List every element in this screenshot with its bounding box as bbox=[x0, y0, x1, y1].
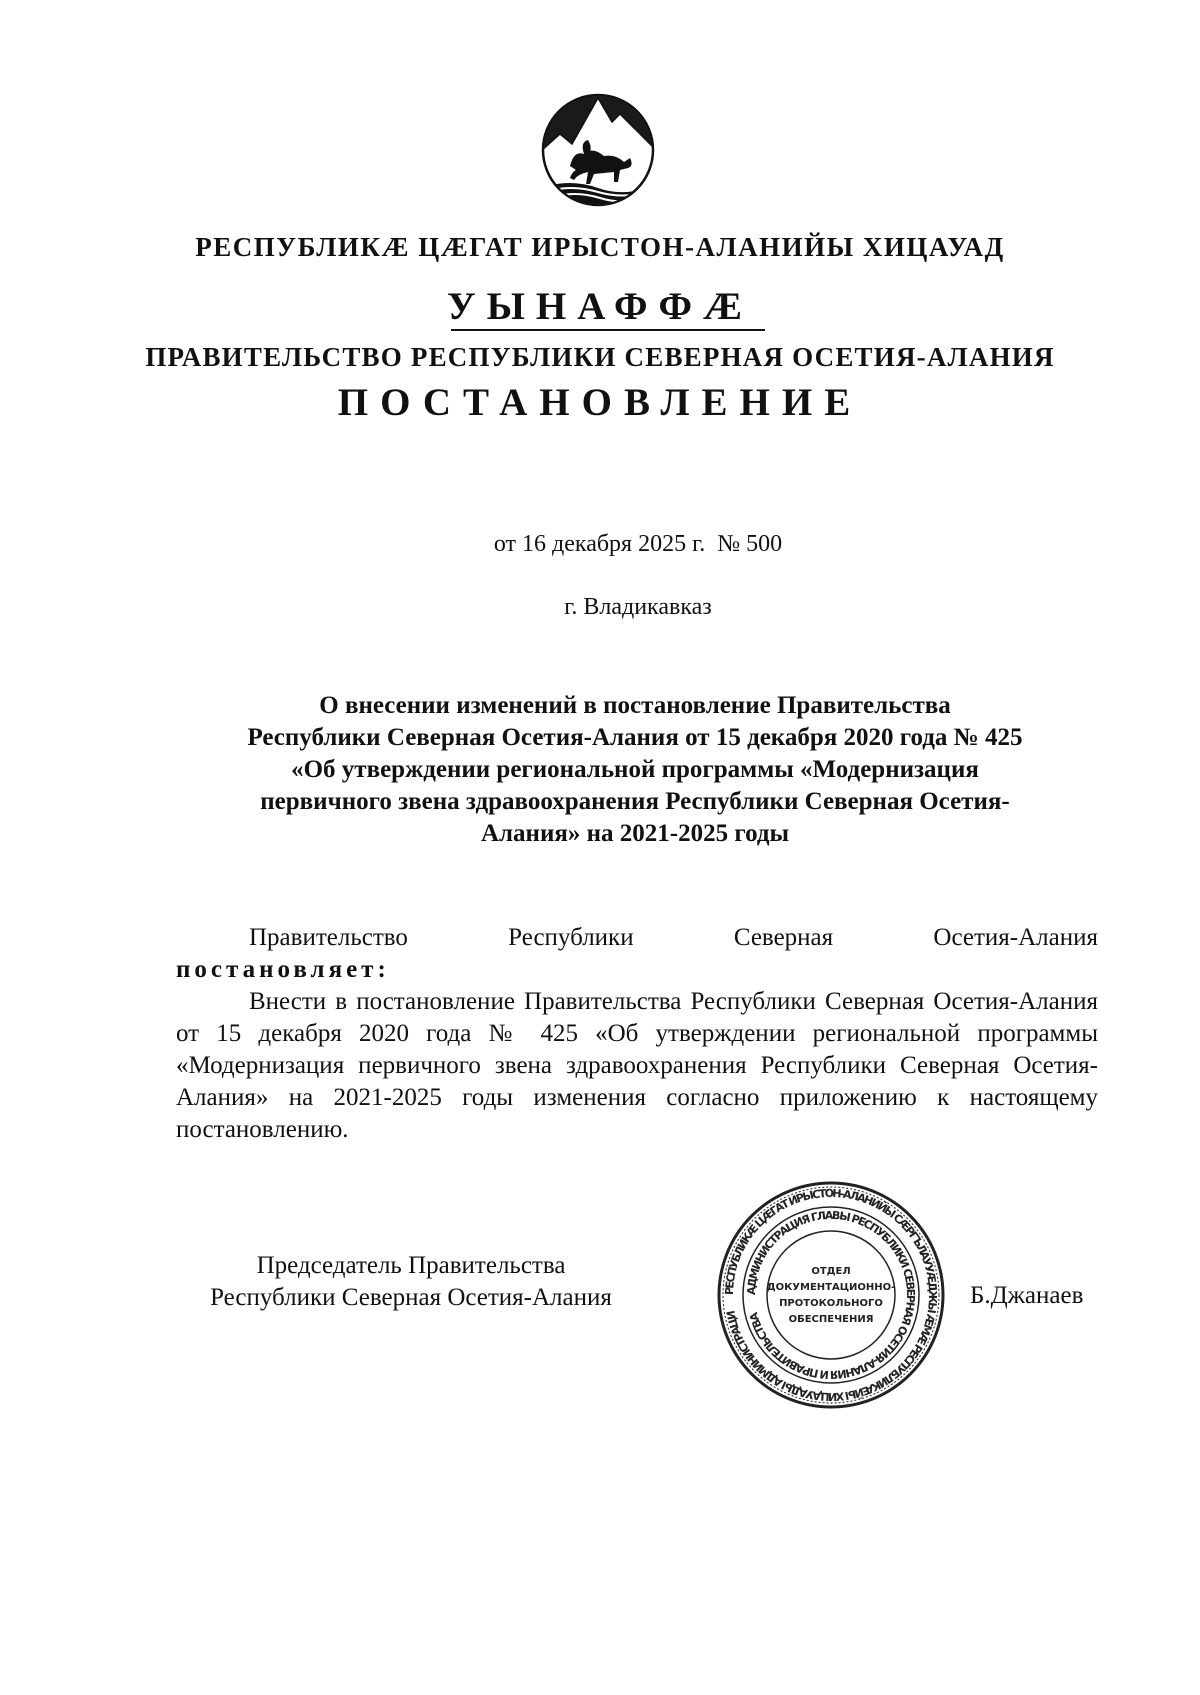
operative-text: Внести в постановление Правительства Республики Северная Осетия-Алания от 15 декабря 2020 года № 425 «Об утверждении региональной программы «Модернизация первичного звена здравоохранения Республики Северная Осетия-Алания» на 2021-2025 годы изменения согласно приложению к настоящему постановлению. bbox=[176, 988, 1098, 1143]
intro-word: Правительство bbox=[249, 924, 408, 951]
signer-position-line: Республики Северная Осетия-Алания bbox=[210, 1284, 612, 1311]
ossetian-government-header: РЕСПУБЛИКÆ ЦÆГАТ ИРЫСТОН-АЛАНИЙЫ ХИЦАУАД bbox=[195, 232, 1005, 262]
official-seal-stamp bbox=[716, 1180, 946, 1410]
title-line: О внесении изменений в постановление Правительства bbox=[319, 692, 951, 719]
operative-paragraph-intro bbox=[176, 922, 1098, 954]
russian-decree-title: ПОСТАНОВЛЕНИЕ bbox=[337, 381, 863, 424]
intro-word: Республики bbox=[508, 924, 634, 951]
title-line: первичного звена здравоохранения Республики Северная Осетия- bbox=[260, 788, 1010, 815]
decree-place: г. Владикавказ bbox=[564, 594, 712, 620]
intro-word: Северная bbox=[733, 924, 834, 951]
title-line: Республики Северная Осетия-Алания от 15 декабря 2020 года № 425 bbox=[247, 724, 1023, 751]
ossetian-decree-title: УЫНАФФÆ bbox=[447, 285, 753, 328]
stamp-center-line: ОТДЕЛ bbox=[811, 1266, 851, 1277]
decree-subject-title bbox=[170, 690, 1100, 850]
decides-keyword: постановляет: bbox=[176, 956, 390, 983]
title-line: «Об утверждении региональной программы «Модернизация bbox=[291, 756, 979, 783]
stamp-center-line: ОБЕСПЕЧЕНИЯ bbox=[788, 1314, 874, 1325]
signer-position-line: Председатель Правительства bbox=[256, 1252, 566, 1279]
decree-date-number: от 16 декабря 2025 г. № 500 bbox=[493, 531, 783, 557]
stamp-center-line: ПРОТОКОЛЬНОГО bbox=[779, 1298, 883, 1309]
signer-position bbox=[176, 1250, 646, 1314]
signer-name: Б.Джанаев bbox=[970, 1282, 1084, 1309]
coat-of-arms-icon bbox=[540, 92, 656, 208]
intro-word: Осетия-Алания bbox=[933, 924, 1098, 951]
stamp-inner-text: АДМИНИСТРАЦИЯ ГЛАВЫ РЕСПУБЛИКИ СЕВЕРНАЯ ОСЕТИЯ-АЛАНИЯ И ПРАВИТЕЛЬСТВА bbox=[744, 1208, 918, 1382]
russian-government-header: ПРАВИТЕЛЬСТВО РЕСПУБЛИКИ СЕВЕРНАЯ ОСЕТИЯ-АЛАНИЯ bbox=[145, 342, 1055, 372]
operative-paragraph-text bbox=[176, 986, 1098, 1146]
stamp-center-line: ДОКУМЕНТАЦИОННО- bbox=[766, 1282, 896, 1293]
stamp-outer-text: РЕСПУБЛИКÆ ЦÆГАТ ИРЫСТОН-АЛАНИЙЫ СÆРГЪЛАУУÆДЖЫ ÆМÆ РЕСПУБЛИКÆЙЫ ХИЦАУАДЫ АДМИНИСТРАЦИ bbox=[722, 1186, 940, 1404]
header-divider bbox=[451, 329, 765, 331]
title-line: Алания» на 2021-2025 годы bbox=[480, 820, 790, 847]
svg-text:АДМИНИСТРАЦИЯ ГЛАВЫ РЕСПУБЛИКИ bbox=[745, 1209, 917, 1381]
